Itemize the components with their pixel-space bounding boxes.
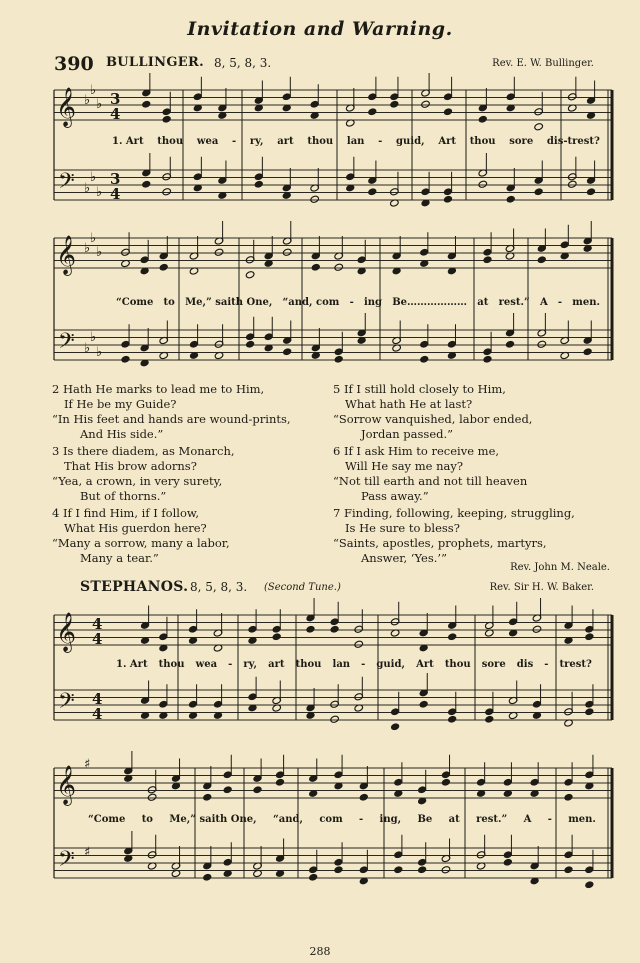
- lyrics-hymn2-line1: [116, 659, 592, 670]
- lyric-syllable: 1. Art: [116, 659, 148, 670]
- quarter-note: [503, 858, 513, 866]
- quarter-note: [306, 625, 316, 633]
- quarter-note: [585, 881, 595, 889]
- quarter-note: [505, 340, 515, 348]
- half-note: [214, 248, 224, 256]
- half-note: [282, 248, 292, 256]
- lyric-syllable: trest?: [559, 659, 592, 670]
- lyric-syllable: sore: [481, 659, 506, 670]
- lyric-syllable: Art: [416, 659, 434, 670]
- quarter-note: [390, 100, 400, 108]
- lyric-syllable: ing: [363, 297, 382, 308]
- quarter-note: [441, 778, 451, 786]
- lyric-syllable: guid,: [396, 136, 425, 147]
- quarter-note: [485, 715, 495, 723]
- quarter-note: [245, 340, 255, 348]
- lyric-syllable: to: [163, 297, 175, 308]
- half-note: [537, 340, 547, 348]
- flat-icon: ♭: [90, 170, 97, 185]
- lyrics-hymn1-line2: [116, 297, 600, 308]
- lyric-syllable: at: [477, 297, 489, 308]
- flat-icon: ♭: [96, 97, 103, 112]
- quarter-note: [583, 348, 593, 356]
- composer: Rev. E. W. Bullinger.: [492, 58, 594, 69]
- lyric-syllable: thou: [469, 136, 496, 147]
- quarter-note: [564, 793, 574, 801]
- quarter-note: [419, 355, 429, 363]
- lyric-syllable: to: [141, 814, 153, 825]
- quarter-note: [330, 625, 340, 633]
- lyric-syllable: -: [547, 814, 552, 825]
- quarter-note: [419, 700, 429, 708]
- quarter-note: [311, 263, 321, 271]
- page-title: Invitation and Warning.: [187, 18, 453, 40]
- lyric-syllable: Be………………: [392, 297, 468, 308]
- verse-author: Rev. John M. Neale.: [510, 562, 610, 573]
- flat-icon: ♭: [90, 231, 97, 246]
- quarter-note: [202, 793, 212, 801]
- hymn2-header: [54, 579, 594, 600]
- lyric-syllable: wea: [196, 136, 219, 147]
- half-note: [532, 625, 542, 633]
- quarter-note: [223, 786, 233, 794]
- lyric-syllable: “Come: [88, 814, 126, 825]
- bass-clef-icon: 𝄢: [58, 169, 75, 199]
- quarter-note: [368, 188, 378, 196]
- half-note: [310, 195, 320, 203]
- flat-icon: ♭: [84, 93, 91, 108]
- lyric-syllable: -: [378, 136, 383, 147]
- quarter-note: [308, 873, 318, 881]
- lyric-syllable: lan: [332, 659, 351, 670]
- time-signature: 3: [110, 90, 121, 108]
- quarter-note: [447, 715, 457, 723]
- lyric-syllable: Me,” saith One,: [185, 297, 273, 308]
- quarter-note: [334, 866, 344, 874]
- lyric-syllable: A: [523, 814, 532, 825]
- hymn-number: 390: [54, 53, 94, 75]
- quarter-note: [159, 263, 169, 271]
- lyric-syllable: wea: [195, 659, 218, 670]
- verse-6: 6 If I ask Him to receive me, Will He say me nay? “Not till earth and not till heaven Pass away.”: [333, 444, 528, 503]
- verse-7: 7 Finding, following, keeping, struggling, Is He sure to bless? “Saints, apostles, prophets, martyrs, Answer, ‘Yes.’”: [333, 506, 575, 565]
- lyric-syllable: -: [361, 659, 366, 670]
- flat-icon: ♭: [84, 181, 91, 196]
- half-note: [245, 271, 255, 279]
- quarter-note: [478, 115, 488, 123]
- lyric-syllable: Me,” saith One,: [169, 814, 257, 825]
- half-note: [162, 188, 172, 196]
- lyric-syllable: guid,: [376, 659, 405, 670]
- lyric-syllable: men.: [568, 814, 596, 825]
- lyric-syllable: rest.”: [476, 814, 508, 825]
- quarter-note: [272, 633, 282, 641]
- quarter-note: [275, 778, 285, 786]
- quarter-note: [585, 633, 595, 641]
- quarter-note: [417, 866, 427, 874]
- quarter-note: [483, 355, 493, 363]
- lyric-syllable: art: [277, 136, 294, 147]
- quarter-note: [359, 793, 369, 801]
- lyric-syllable: ry,: [243, 659, 258, 670]
- lyric-syllable: rest.”: [498, 297, 530, 308]
- half-note: [334, 263, 344, 271]
- treble-clef-icon: 𝄞: [56, 612, 77, 652]
- lyric-syllable: 1. Art: [112, 136, 144, 147]
- lyric-syllable: men.: [572, 297, 600, 308]
- lyric-syllable: -: [359, 814, 364, 825]
- time-signature: 4: [110, 185, 121, 203]
- quarter-note: [443, 195, 453, 203]
- quarter-note: [443, 108, 453, 116]
- time-signature: 4: [92, 690, 103, 708]
- lyric-syllable: “Come: [116, 297, 154, 308]
- lyric-syllable: ing,: [379, 814, 402, 825]
- tune-note: (Second Tune.): [264, 582, 341, 593]
- lyric-syllable: Art: [438, 136, 456, 147]
- quarter-note: [282, 348, 292, 356]
- bass-clef-icon: 𝄢: [58, 847, 75, 877]
- verse-3: 3 Is there diadem, as Monarch, That His brow adorns? “Yea, a crown, in very surety, But of thorns.”: [52, 444, 235, 503]
- quarter-note: [447, 633, 457, 641]
- lyric-syllable: at: [448, 814, 460, 825]
- tune-name: BULLINGER.: [106, 55, 204, 70]
- tune-meter-2: 8, 5, 8, 3.: [190, 580, 248, 594]
- half-note: [478, 180, 488, 188]
- lyric-syllable: thou: [295, 659, 322, 670]
- verse-2: 2 Hath He marks to lead me to Him, If He be my Guide? “In His feet and hands are wound-prints, And His side.”: [52, 382, 291, 441]
- lyric-syllable: com: [319, 814, 343, 825]
- sharp-icon: ♯: [84, 845, 91, 860]
- time-signature: 3: [110, 170, 121, 188]
- lyric-syllable: dis: [516, 659, 534, 670]
- lyric-syllable: “and,: [272, 814, 303, 825]
- bass-clef-icon: 𝄢: [58, 689, 75, 719]
- lyrics-hymn1-line1: [112, 136, 600, 147]
- lyric-syllable: A: [539, 297, 548, 308]
- quarter-note: [254, 180, 264, 188]
- lyric-syllable: -: [544, 659, 549, 670]
- lyrics-hymn2-line2: [88, 814, 596, 825]
- lyric-syllable: -: [232, 136, 237, 147]
- verse-5: 5 If I still hold closely to Him, What hath He at last? “Sorrow vanquished, labor ended, Jordan passed.”: [333, 382, 533, 441]
- tune-meter: 8, 5, 8, 3.: [214, 56, 272, 70]
- flat-icon: ♭: [84, 241, 91, 256]
- half-note: [354, 640, 364, 648]
- quarter-note: [564, 866, 574, 874]
- quarter-note: [162, 115, 172, 123]
- bass-clef-icon: 𝄢: [58, 329, 75, 359]
- flat-icon: ♭: [84, 341, 91, 356]
- treble-clef-icon: 𝄞: [56, 765, 77, 805]
- quarter-note: [121, 355, 131, 363]
- treble-clef-icon: 𝄞: [56, 87, 77, 127]
- lyric-syllable: thou: [157, 136, 184, 147]
- quarter-note: [537, 256, 547, 264]
- quarter-note: [253, 786, 263, 794]
- quarter-note: [368, 108, 378, 116]
- lyric-syllable: -: [349, 297, 354, 308]
- lyric-syllable: art: [268, 659, 285, 670]
- quarter-note: [394, 866, 404, 874]
- quarter-note: [334, 355, 344, 363]
- verse-4: 4 If I find Him, if I follow, What His guerdon here? “Many a sorrow, many a labor, Many a tear.”: [52, 506, 230, 565]
- flat-icon: ♭: [90, 330, 97, 345]
- flat-icon: ♭: [96, 185, 103, 200]
- flat-icon: ♭: [96, 245, 103, 260]
- composer-2: Rev. Sir H. W. Baker.: [489, 582, 594, 593]
- treble-clef-icon: 𝄞: [56, 235, 77, 275]
- half-note: [147, 793, 157, 801]
- time-signature: 4: [92, 615, 103, 633]
- quarter-note: [506, 195, 516, 203]
- time-signature: 4: [110, 105, 121, 123]
- page-number: 288: [309, 945, 331, 958]
- flat-icon: ♭: [96, 345, 103, 360]
- quarter-note: [586, 188, 596, 196]
- quarter-note: [483, 256, 493, 264]
- lyric-syllable: Be: [417, 814, 433, 825]
- quarter-note: [390, 723, 400, 731]
- tune-name-2: STEPHANOS.: [80, 579, 189, 595]
- lyric-syllable: thou: [158, 659, 185, 670]
- lyric-syllable: sore: [509, 136, 534, 147]
- lyric-syllable: thou: [444, 659, 471, 670]
- quarter-note: [202, 873, 212, 881]
- lyric-syllable: ry,: [249, 136, 264, 147]
- half-note: [441, 866, 451, 874]
- half-note: [534, 123, 544, 131]
- quarter-note: [141, 100, 151, 108]
- time-signature: 4: [92, 630, 103, 648]
- half-note: [330, 715, 340, 723]
- lyric-syllable: “and, com: [282, 297, 340, 308]
- quarter-note: [534, 188, 544, 196]
- flat-icon: ♭: [90, 83, 97, 98]
- quarter-note: [141, 180, 151, 188]
- quarter-note: [585, 708, 595, 716]
- lyric-syllable: lan: [346, 136, 365, 147]
- lyric-syllable: -: [557, 297, 563, 308]
- sharp-icon: ♯: [84, 757, 91, 772]
- lyric-syllable: -: [228, 659, 233, 670]
- half-note: [567, 180, 577, 188]
- half-note: [421, 100, 431, 108]
- lyric-syllable: thou: [307, 136, 334, 147]
- time-signature: 4: [92, 705, 103, 723]
- lyric-syllable: dis-trest?: [546, 136, 600, 147]
